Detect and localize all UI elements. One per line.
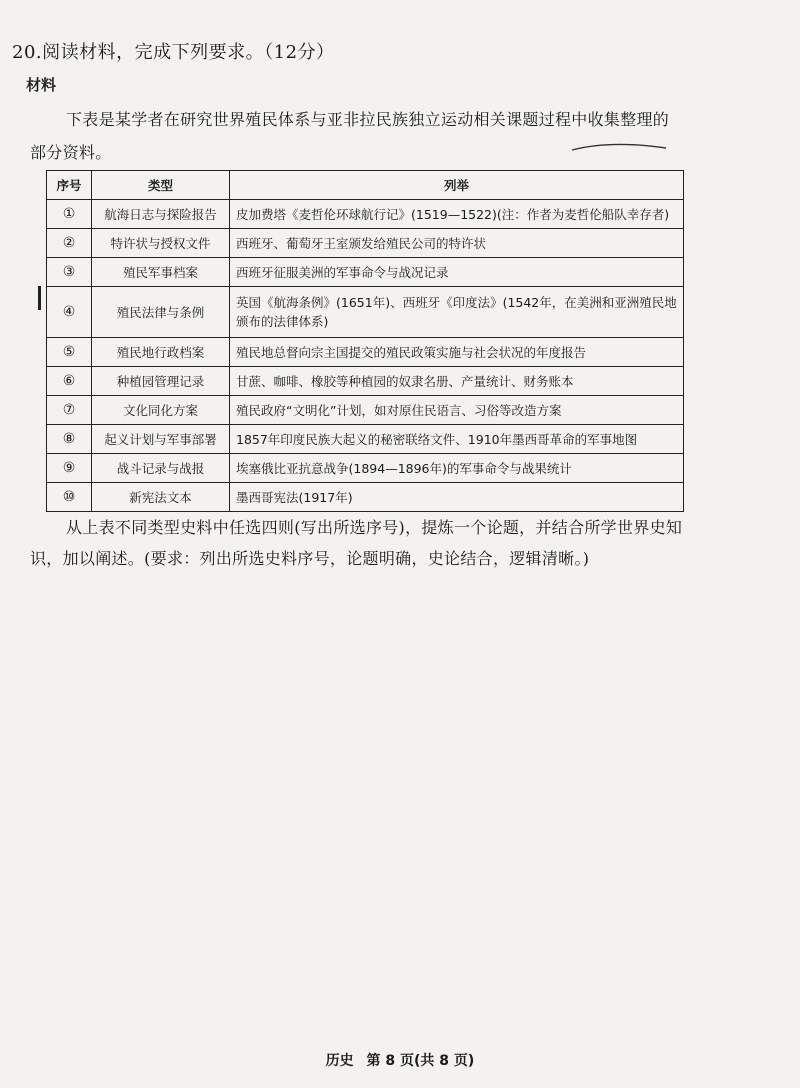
- material-label: 材料: [26, 76, 57, 94]
- row-type: 起义计划与军事部署: [92, 425, 230, 454]
- row-number: ⑧: [47, 425, 92, 454]
- table-row: [47, 200, 684, 229]
- row-number: ⑦: [47, 396, 92, 425]
- row-type: 殖民地行政档案: [92, 338, 230, 367]
- row-example: 甘蔗、咖啡、橡胶等种植园的奴隶名册、产量统计、财务账本: [230, 367, 684, 396]
- row-type: 战斗记录与战报: [92, 454, 230, 483]
- row-example: 英国《航海条例》(1651年)、西班牙《印度法》(1542年，在美洲和亚洲殖民地颁布的法律体系): [230, 287, 684, 338]
- row-type: 种植园管理记录: [92, 367, 230, 396]
- row-number: ①: [47, 200, 92, 229]
- material-intro: 下表是某学者在研究世界殖民体系与亚非拉民族独立运动相关课题过程中收集整理的部分资料。: [30, 110, 670, 162]
- row-example: 墨西哥宪法(1917年): [230, 483, 684, 512]
- question-prompt: 从上表不同类型史料中任选四则(写出所选序号)，提炼一个论题，并结合所学世界史知识，加以阐述。(要求：列出所选史料序号，论题明确，史论结合，逻辑清晰。): [30, 518, 683, 568]
- question-title: 20.阅读材料，完成下列要求。（12分）: [12, 42, 335, 63]
- row-example: 西班牙征服美洲的军事命令与战况记录: [230, 258, 684, 287]
- page-footer: [0, 1050, 800, 1070]
- pen-underline-mark: [570, 138, 670, 158]
- row-example: 1857年印度民族大起义的秘密联络文件、1910年墨西哥革命的军事地图: [230, 425, 684, 454]
- table-header-row: [47, 171, 684, 200]
- row-number: ⑤: [47, 338, 92, 367]
- row-number: ③: [47, 258, 92, 287]
- row-number: ②: [47, 229, 92, 258]
- row-example: 殖民地总督向宗主国提交的殖民政策实施与社会状况的年度报告: [230, 338, 684, 367]
- row-example: 殖民政府“文明化”计划，如对原住民语言、习俗等改造方案: [230, 396, 684, 425]
- row-type: 殖民军事档案: [92, 258, 230, 287]
- row-number: ⑥: [47, 367, 92, 396]
- table-row: [47, 258, 684, 287]
- source-table: [46, 170, 684, 512]
- row-example: 西班牙、葡萄牙王室颁发给殖民公司的特许状: [230, 229, 684, 258]
- row-type: 航海日志与探险报告: [92, 200, 230, 229]
- row-type: 殖民法律与条例: [92, 287, 230, 338]
- row-example: 埃塞俄比亚抗意战争(1894—1896年)的军事命令与战果统计: [230, 454, 684, 483]
- footer-page-number: 第 8 页(共 8 页): [366, 1053, 475, 1069]
- table-row: [47, 483, 684, 512]
- row-number: ⑩: [47, 483, 92, 512]
- table-row: [47, 396, 684, 425]
- header-type: 类型: [92, 171, 230, 200]
- header-examples: 列举: [230, 171, 684, 200]
- row-number: ⑨: [47, 454, 92, 483]
- table-row: [47, 287, 684, 338]
- header-number: 序号: [47, 171, 92, 200]
- footer-subject: 历史: [325, 1053, 354, 1069]
- table-row: [47, 425, 684, 454]
- table-row: [47, 454, 684, 483]
- row-type: 文化同化方案: [92, 396, 230, 425]
- row-example: 皮加费塔《麦哲伦环球航行记》(1519—1522)(注：作者为麦哲伦船队幸存者): [230, 200, 684, 229]
- table-row: [47, 229, 684, 258]
- row-type: 特许状与授权文件: [92, 229, 230, 258]
- table-row: [47, 338, 684, 367]
- row-type: 新宪法文本: [92, 483, 230, 512]
- row-number: ④: [47, 287, 92, 338]
- pen-bracket-mark: [38, 286, 41, 310]
- table-row: [47, 367, 684, 396]
